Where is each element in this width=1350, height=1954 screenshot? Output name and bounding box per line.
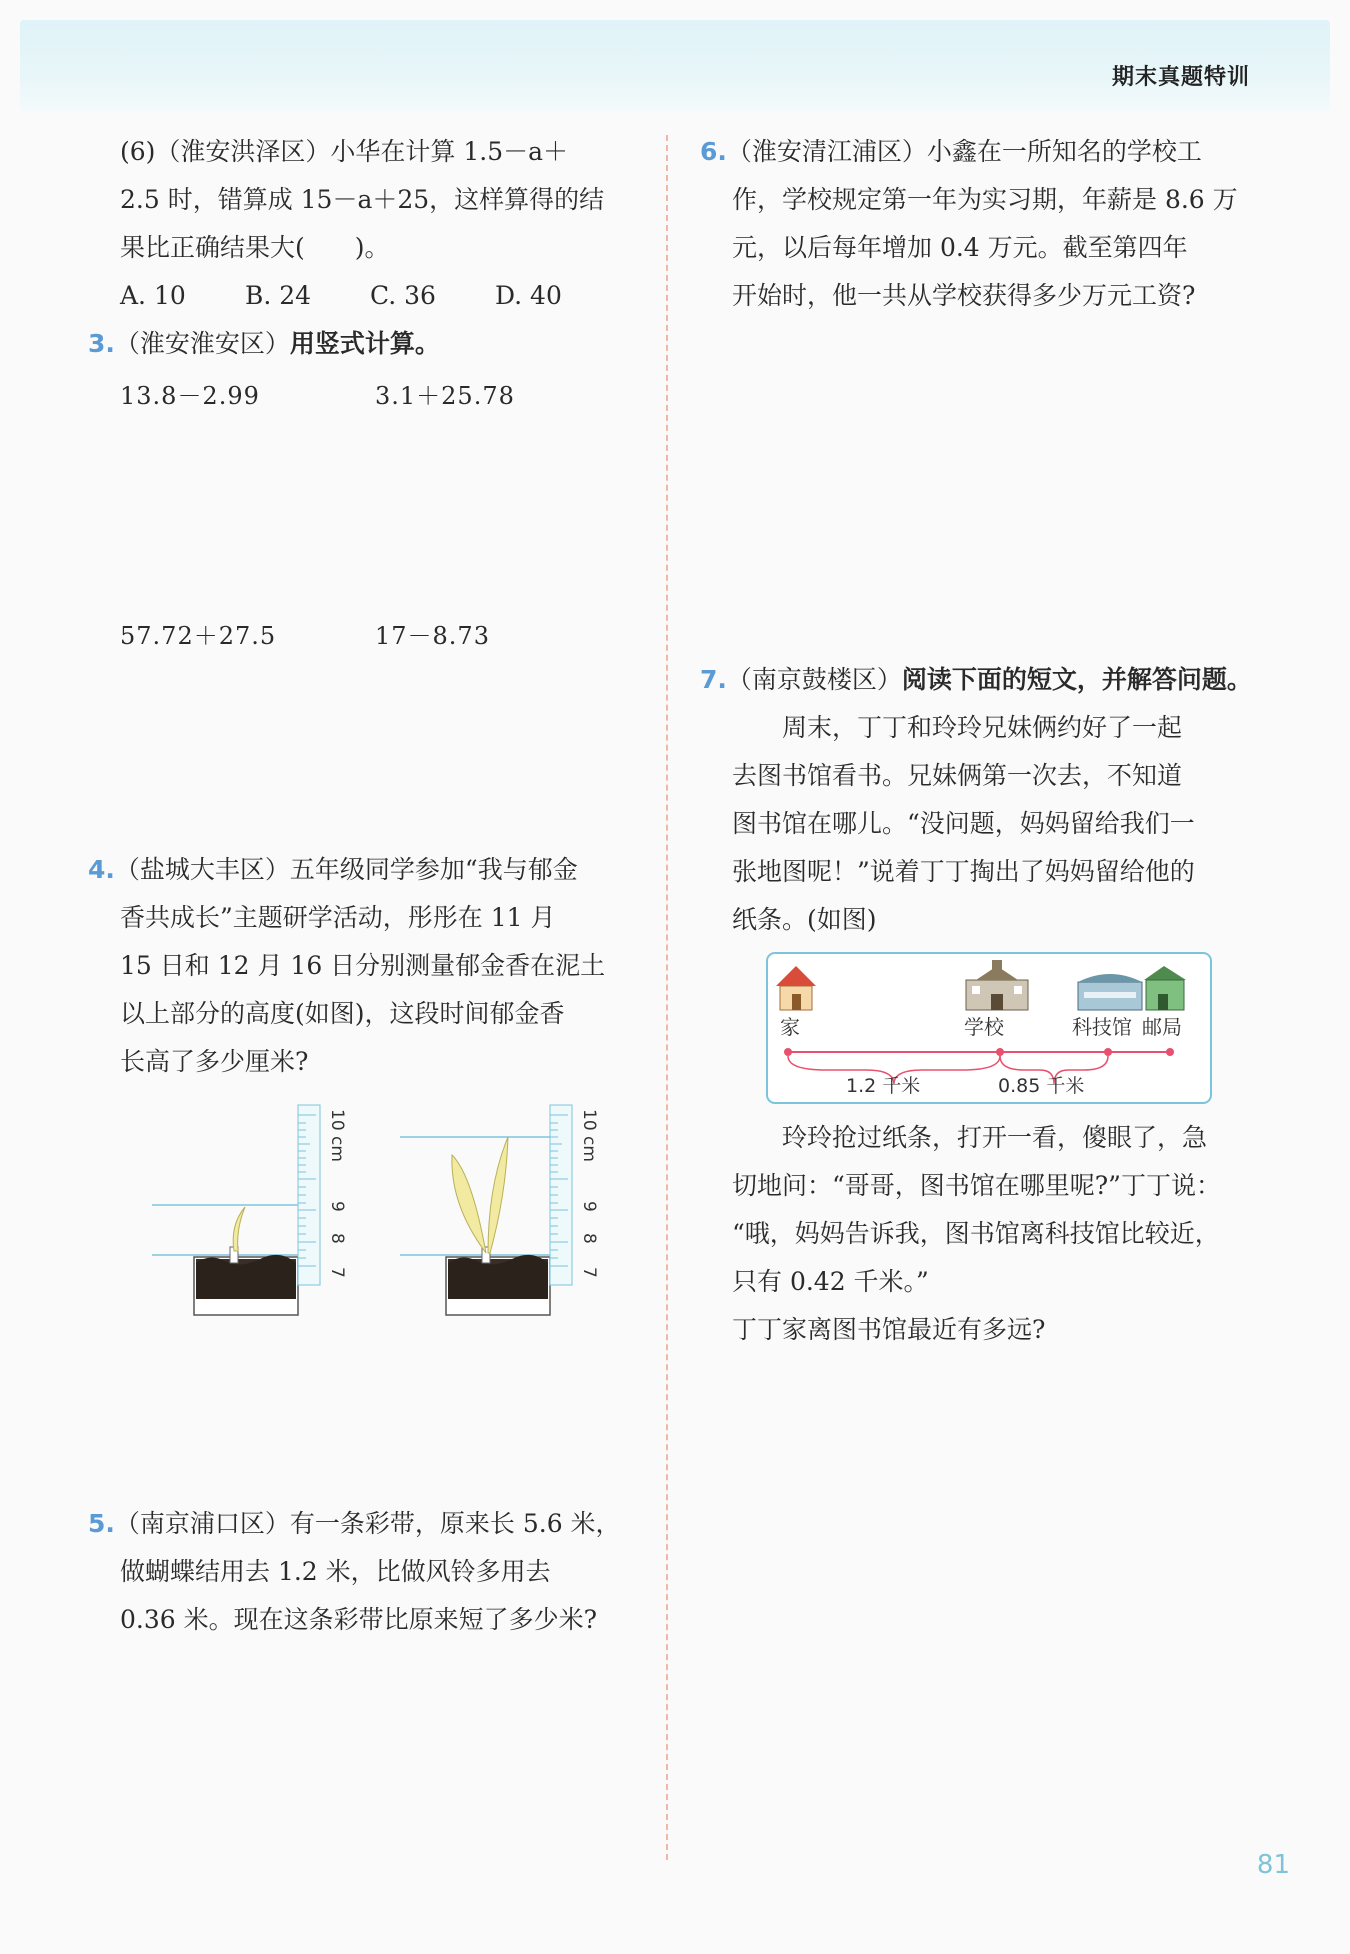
q7-heading [700, 656, 1260, 704]
map-note [766, 952, 1212, 1104]
page-number: 81 [1256, 1850, 1290, 1880]
header-title: 期末真题特训 [1111, 65, 1250, 90]
ruler-label-9: 9 [327, 1201, 347, 1212]
map-label-science-museum: 科技馆 [1072, 1015, 1132, 1039]
q3-number: 3. [88, 329, 115, 358]
tulip-figure-dec [400, 1105, 599, 1315]
map-point-home [784, 1048, 792, 1056]
question-7-continued [700, 1114, 1260, 1354]
q6-line-2: 作，学校规定第一年为实习期，年薪是 8.6 万 [732, 185, 1238, 214]
q5-line-2: 做蝴蝶结用去 1.2 米，比做风铃多用去 [120, 1557, 551, 1586]
q7-source: （南京鼓楼区） [726, 665, 902, 694]
q2-6-line-3: 果比正确结果大( )。 [120, 233, 390, 262]
q2-6-line-2: 2.5 时，错算成 15－a＋25，这样算得的结 [120, 185, 605, 214]
map-label-school: 学校 [964, 1015, 1004, 1039]
q7-number: 7. [700, 665, 727, 694]
q3-instruction: 用竖式计算。 [289, 329, 440, 358]
option-d[interactable]: D. 40 [495, 281, 562, 310]
ruler-label-10cm-right: 10 cm [579, 1109, 599, 1162]
q3-source: （淮安淮安区） [114, 329, 290, 358]
option-b[interactable]: B. 24 [245, 281, 312, 310]
q7-para1-line-4: 张地图呢！”说着丁丁掏出了妈妈留给他的 [732, 857, 1195, 886]
q2-6-line-1: (6)（淮安洪泽区）小华在计算 1.5－a＋ [120, 137, 569, 166]
question-7 [700, 656, 1260, 944]
q5-line-3: 0.36 米。现在这条彩带比原来短了多少米? [120, 1605, 598, 1634]
question-5 [88, 1500, 638, 1644]
calc-item-2: 3.1＋25.78 [375, 382, 515, 410]
q6-line-1: 6.（淮安清江浦区）小鑫在一所知名的学校工 [700, 137, 1202, 166]
q7-para1-line-2: 去图书馆看书。兄妹俩第一次去，不知道 [732, 761, 1183, 790]
q4-line-2: 香共成长”主题研学活动，彤彤在 11 月 [120, 903, 556, 932]
q7-question: 丁丁家离图书馆最近有多远? [732, 1315, 1046, 1344]
q4-line-1: 4.（盐城大丰区）五年级同学参加“我与郁金 [88, 855, 578, 884]
question-4 [88, 846, 638, 1086]
q7-para2-line-1: 玲玲抢过纸条，打开一看，傻眼了，急 [782, 1123, 1208, 1152]
option-a[interactable]: A. 10 [120, 281, 186, 310]
calc-item-4: 17－8.73 [375, 622, 490, 650]
ruler-label-8-right: 8 [579, 1233, 599, 1244]
ruler-label-10cm: 10 cm [327, 1109, 347, 1162]
option-c[interactable]: C. 36 [370, 281, 436, 310]
calc-item-1: 13.8－2.99 [120, 382, 260, 410]
tulip-figure-nov [152, 1105, 347, 1315]
q4-line-4: 以上部分的高度(如图)，这段时间郁金香 [120, 999, 565, 1028]
q6-line-3: 元，以后每年增加 0.4 万元。截至第四年 [732, 233, 1188, 262]
ruler-label-7: 7 [327, 1267, 347, 1278]
q3-heading [88, 320, 638, 368]
map-label-home: 家 [780, 1015, 800, 1039]
q6-number: 6. [700, 137, 727, 166]
q4-line-3: 15 日和 12 月 16 日分别测量郁金香在泥土 [120, 951, 606, 980]
map-label-post-office: 邮局 [1142, 1015, 1182, 1039]
map-point-science-museum [1104, 1048, 1112, 1056]
distance-home-school: 1.2 千米 [846, 1075, 921, 1097]
column-divider [666, 135, 668, 1860]
q7-para1-line-5: 纸条。(如图) [732, 905, 877, 934]
ruler-label-8: 8 [327, 1233, 347, 1244]
q7-para2-line-4: 只有 0.42 千米。” [732, 1267, 929, 1296]
q6-line-4: 开始时，他一共从学校获得多少万元工资? [732, 281, 1196, 310]
map-point-post-office [1166, 1048, 1174, 1056]
ruler-label-7-right: 7 [579, 1267, 599, 1278]
q7-para2-line-2: 切地问：“哥哥，图书馆在哪里呢?”丁丁说： [732, 1171, 1221, 1200]
q5-number: 5. [88, 1509, 115, 1538]
q7-instruction: 阅读下面的短文，并解答问题。 [901, 665, 1252, 694]
question-6 [700, 128, 1260, 320]
q7-para1-line-3: 图书馆在哪儿。“没问题，妈妈留给我们一 [732, 809, 1195, 838]
q7-para1-line-1: 周末，丁丁和玲玲兄妹俩约好了一起 [782, 713, 1183, 742]
q4-line-5: 长高了多少厘米? [120, 1047, 309, 1076]
map-point-school [996, 1048, 1004, 1056]
distance-school-museum: 0.85 千米 [998, 1075, 1085, 1097]
q4-number: 4. [88, 855, 115, 884]
q5-line-1: 5.（南京浦口区）有一条彩带，原来长 5.6 米， [88, 1509, 621, 1538]
science-museum-icon [1078, 974, 1142, 1010]
tulip-measurement-figure [150, 1095, 600, 1325]
question-2-6 [88, 128, 638, 368]
calc-item-3: 57.72＋27.5 [120, 622, 277, 650]
q7-para2-line-3: “哦，妈妈告诉我，图书馆离科技馆比较近， [732, 1219, 1220, 1248]
q2-6-options [88, 272, 638, 320]
ruler-label-9-right: 9 [579, 1201, 599, 1212]
